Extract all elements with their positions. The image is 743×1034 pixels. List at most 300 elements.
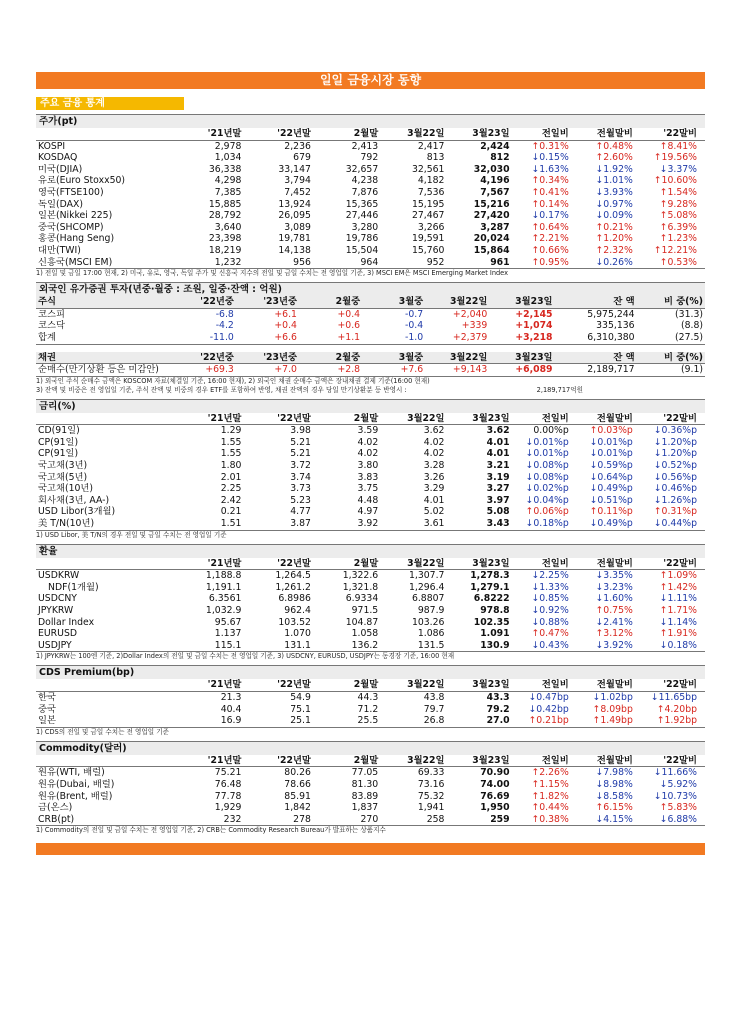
- value-cell: 1,950: [480, 802, 510, 814]
- value-cell: +6.6: [236, 332, 299, 344]
- row-label: USDKRW: [38, 570, 80, 582]
- value-cell: 18,219: [208, 244, 242, 256]
- fx-table: [36, 558, 705, 653]
- change-cell: ↓5.92%: [659, 778, 697, 790]
- value-cell: 812: [490, 152, 510, 164]
- value-cell: 1,034: [214, 152, 242, 164]
- table-row: [36, 222, 705, 234]
- change-cell: ↑0.38%: [512, 814, 577, 826]
- value-cell: 15,365: [345, 198, 379, 210]
- change-cell: ↓0.01%p: [525, 448, 569, 460]
- value-cell: 27,446: [345, 210, 379, 222]
- column-header: 3월22일: [380, 558, 446, 570]
- value-cell: 3.29: [423, 483, 445, 495]
- value-cell: 26,095: [278, 210, 311, 222]
- row-label: JPYKRW: [38, 605, 74, 616]
- value-cell: 79.7: [423, 703, 445, 715]
- change-cell: ↓0.44%p: [641, 518, 705, 530]
- change-cell: ↓1.63%: [531, 163, 569, 175]
- column-header: 잔 액: [555, 296, 637, 308]
- column-header: '21년말: [177, 128, 243, 140]
- page-subtitle: 주요 금융 통계: [36, 97, 184, 110]
- value-cell: 27.0: [446, 715, 511, 727]
- value-cell: +3,218: [489, 332, 554, 344]
- value-cell: 2.25: [220, 483, 242, 495]
- column-header: 비 중(%): [637, 352, 705, 364]
- value-cell: 3.62: [423, 425, 445, 437]
- change-cell: ↑2.32%: [595, 244, 633, 256]
- change-cell: ↑0.21%: [595, 221, 633, 233]
- value-cell: 130.9: [446, 640, 511, 652]
- change-cell: ↓0.01%p: [525, 436, 569, 448]
- change-cell: ↓8.58%: [595, 790, 633, 802]
- value-cell: +2,379: [425, 332, 489, 344]
- value-cell: 14,138: [278, 244, 311, 256]
- table-row: [36, 570, 705, 582]
- value-cell: 1.091: [480, 628, 510, 640]
- change-cell: ↓0.18%: [641, 640, 705, 652]
- value-cell: 5.08: [486, 506, 510, 518]
- change-cell: ↓0.08%p: [525, 460, 569, 472]
- header-blank: [36, 755, 177, 767]
- change-cell: ↓1.20%p: [653, 436, 697, 448]
- table-row: [36, 257, 705, 269]
- value-cell: 956: [243, 257, 313, 269]
- value-cell: 3.87: [243, 518, 313, 530]
- stocks-section: [36, 114, 705, 278]
- value-cell: 1,941: [417, 802, 445, 814]
- value-cell: -0.4: [405, 320, 424, 332]
- change-cell: ↑4.20bp: [656, 703, 697, 715]
- value-cell: 28,792: [208, 210, 242, 222]
- change-cell: ↓0.97%: [595, 198, 633, 210]
- value-cell: 6,310,380: [555, 332, 637, 344]
- column-header: '22말비: [641, 755, 705, 767]
- change-cell: ↓0.59%p: [589, 460, 633, 472]
- value-cell: 43.8: [423, 691, 445, 703]
- table-header-row: [36, 413, 705, 425]
- column-header: '22년말: [243, 558, 313, 570]
- change-cell: ↓2.41%: [595, 616, 633, 628]
- value-cell: 25.5: [313, 715, 380, 727]
- change-cell: ↓11.66%: [653, 767, 697, 779]
- column-header: 주식: [36, 296, 173, 308]
- value-cell: 3.19: [486, 471, 510, 483]
- value-cell: 987.9: [417, 605, 445, 616]
- table-header-row: [36, 679, 705, 691]
- value-cell: 2,189,717: [555, 364, 637, 377]
- table-row: [36, 320, 705, 332]
- change-cell: ↓3.93%: [595, 186, 633, 198]
- table-row: [36, 640, 705, 652]
- value-cell: 952: [380, 257, 446, 269]
- value-cell: 78.66: [284, 778, 311, 790]
- value-cell: 32,657: [345, 163, 379, 175]
- value-cell: 1,296.4: [408, 581, 445, 593]
- value-cell: 961: [446, 257, 511, 269]
- value-cell: 4,298: [214, 175, 242, 187]
- value-cell: 7,452: [284, 186, 311, 198]
- table-row: [36, 199, 705, 211]
- column-header: 전일비: [512, 413, 577, 425]
- column-header: '22년말: [243, 128, 313, 140]
- column-header: 3월23일: [446, 679, 511, 691]
- value-cell: 71.2: [357, 703, 379, 715]
- value-cell: 4.48: [357, 494, 379, 506]
- row-label: Dollar Index: [38, 616, 95, 628]
- value-cell: 5.21: [290, 436, 311, 448]
- column-header: '22말비: [641, 128, 705, 140]
- value-cell: +69.3: [173, 364, 236, 377]
- value-cell: 7,567: [480, 186, 510, 198]
- change-cell: ↑5.08%: [659, 210, 697, 222]
- value-cell: 80.26: [284, 767, 311, 779]
- table-row: [36, 506, 705, 518]
- change-cell: ↑2.26%: [531, 767, 569, 779]
- change-cell: ↓0.15%: [531, 152, 569, 164]
- header-blank: [36, 413, 177, 425]
- change-cell: ↓0.43%: [512, 640, 577, 652]
- value-cell: 3.27: [486, 483, 510, 495]
- row-label: CRB(pt): [36, 814, 177, 826]
- column-header: 전월말비: [577, 755, 641, 767]
- foreign-bond-table: [36, 352, 705, 377]
- value-cell: 73.16: [417, 778, 445, 790]
- value-cell: 77.78: [214, 790, 242, 802]
- value-cell: 679: [293, 152, 311, 164]
- value-cell: +2.8: [299, 364, 362, 377]
- value-cell: 4.02: [423, 436, 445, 448]
- value-cell: 115.1: [177, 640, 243, 652]
- value-cell: 1.51: [177, 518, 243, 530]
- column-header: '22년말: [243, 755, 313, 767]
- value-cell: -4.2: [215, 320, 234, 332]
- value-cell: 1,837: [351, 802, 379, 814]
- value-cell: -1.0: [362, 332, 425, 344]
- change-cell: ↓0.88%: [531, 616, 569, 628]
- value-cell: 5.02: [423, 506, 445, 518]
- value-cell: 15,195: [411, 198, 445, 210]
- value-cell: 1.55: [220, 448, 242, 460]
- change-cell: ↓1.14%: [659, 616, 697, 628]
- change-cell: ↓0.36%p: [653, 425, 697, 437]
- row-label: CD(91일): [38, 425, 80, 437]
- change-cell: ↓0.01%p: [589, 448, 633, 460]
- change-cell: ↑0.47%: [531, 628, 569, 640]
- value-cell: 16.9: [177, 715, 243, 727]
- commodity-section: [36, 741, 705, 836]
- change-cell: ↓0.56%p: [653, 471, 697, 483]
- change-cell: ↑1.82%: [531, 790, 569, 802]
- value-cell: 76.48: [214, 778, 242, 790]
- change-cell: ↓0.01%p: [589, 436, 633, 448]
- row-label: 한국: [38, 691, 56, 703]
- change-cell: ↑19.56%: [653, 152, 697, 164]
- change-cell: ↑2.21%: [531, 233, 569, 245]
- table-row: [36, 715, 705, 727]
- value-cell: 2.01: [220, 471, 242, 483]
- value-cell: 15,504: [345, 244, 379, 256]
- change-cell: ↓1.20%p: [653, 448, 697, 460]
- change-cell: ↓0.18%p: [512, 518, 577, 530]
- table-row: [36, 518, 705, 530]
- change-cell: ↓0.04%p: [525, 494, 569, 506]
- change-cell: ↑0.31%p: [653, 506, 697, 518]
- value-cell: 1.29: [220, 425, 242, 437]
- change-cell: ↓6.88%: [641, 814, 705, 826]
- value-cell: -6.8: [215, 308, 234, 320]
- change-cell: ↓0.42bp: [528, 703, 569, 715]
- value-cell: 33,147: [278, 163, 311, 175]
- value-cell: 1.55: [220, 436, 242, 448]
- value-cell: 1,261.2: [275, 581, 311, 593]
- foreign-note-value: 2,189,717억원: [536, 385, 583, 394]
- change-cell: ↑6.15%: [595, 802, 633, 814]
- row-label: 미국(DJIA): [38, 163, 83, 175]
- table-row: [36, 210, 705, 222]
- value-cell: 962.4: [284, 605, 311, 616]
- change-cell: ↓1.60%: [595, 593, 633, 605]
- value-cell: 4,182: [417, 175, 445, 187]
- column-header: '23년중: [236, 352, 299, 364]
- value-cell: 131.1: [243, 640, 313, 652]
- change-cell: ↓1.26%p: [653, 494, 697, 506]
- value-cell: 3.72: [290, 460, 311, 472]
- value-cell: +2,040: [452, 308, 488, 320]
- change-cell: ↑0.41%: [531, 186, 569, 198]
- row-label: 중국(SHCOMP): [38, 221, 104, 233]
- change-cell: ↓0.49%p: [577, 518, 641, 530]
- change-cell: ↑5.83%: [659, 802, 697, 814]
- table-row: [36, 767, 705, 779]
- change-cell: ↑0.21bp: [512, 715, 577, 727]
- row-label: EURUSD: [38, 628, 78, 640]
- value-cell: 103.52: [278, 616, 311, 628]
- table-row: [36, 187, 705, 199]
- stocks-section-title: 주가(pt): [36, 114, 705, 128]
- value-cell: 32,030: [473, 163, 510, 175]
- value-cell: -0.7: [405, 308, 424, 320]
- change-cell: ↑8.41%: [659, 140, 697, 152]
- table-row: [36, 460, 705, 472]
- value-cell: +6.1: [274, 308, 297, 320]
- header-blank: [36, 679, 177, 691]
- value-cell: 259: [446, 814, 511, 826]
- value-cell: 13,924: [278, 198, 311, 210]
- table-row: [36, 582, 705, 594]
- value-cell: 44.3: [357, 691, 379, 703]
- column-header: '22말비: [641, 679, 705, 691]
- value-cell: 23,398: [208, 233, 242, 245]
- change-cell: ↑0.34%: [531, 175, 569, 187]
- value-cell: 83.89: [351, 790, 379, 802]
- value-cell: 3,287: [480, 221, 510, 233]
- row-label: 국고채(5년): [38, 471, 88, 483]
- value-cell: 232: [177, 814, 243, 826]
- change-cell: ↑1.91%: [659, 628, 697, 640]
- column-header: 전일비: [512, 128, 577, 140]
- value-cell: 1,278.3: [470, 570, 510, 582]
- value-cell: 1.80: [220, 460, 242, 472]
- value-cell: 4.97: [357, 506, 379, 518]
- row-label: KOSPI: [38, 140, 66, 152]
- value-cell: 26.8: [380, 715, 446, 727]
- change-cell: ↓0.51%p: [589, 494, 633, 506]
- column-header: '23년중: [236, 296, 299, 308]
- row-label: 홍콩(Hang Seng): [38, 233, 115, 245]
- value-cell: 1,307.7: [408, 570, 445, 582]
- value-cell: 270: [313, 814, 380, 826]
- column-header: '22말비: [641, 413, 705, 425]
- column-header: 2월중: [299, 296, 362, 308]
- change-cell: ↑1.49bp: [577, 715, 641, 727]
- value-cell: 4.01: [423, 494, 445, 506]
- value-cell: 6.8807: [411, 593, 445, 605]
- change-cell: ↑8.09bp: [592, 703, 633, 715]
- row-label: KOSDAQ: [38, 152, 78, 164]
- value-cell: 3,640: [214, 221, 242, 233]
- value-cell: 3.43: [446, 518, 511, 530]
- column-header: 3월22일: [380, 413, 446, 425]
- value-cell: 5,975,244: [587, 308, 635, 320]
- change-cell: ↑2.60%: [595, 152, 633, 164]
- value-cell: 104.87: [345, 616, 379, 628]
- column-header: 전월말비: [577, 413, 641, 425]
- page-title: 일일 금융시장 동향: [36, 72, 705, 89]
- value-cell: 0.21: [220, 506, 242, 518]
- value-cell: 4,238: [351, 175, 379, 187]
- table-row: [36, 593, 705, 605]
- header-blank: [36, 128, 177, 140]
- column-header: 3월23일: [489, 296, 554, 308]
- value-cell: 75.21: [214, 767, 242, 779]
- change-cell: ↓1.11%: [659, 593, 697, 605]
- column-header: 전월말비: [577, 128, 641, 140]
- value-cell: 1.058: [351, 628, 379, 640]
- table-row: [36, 364, 705, 377]
- value-cell: 32,561: [411, 163, 445, 175]
- row-label: 금(온스): [38, 802, 73, 814]
- change-cell: ↓0.92%: [531, 605, 569, 616]
- table-row: [36, 605, 705, 617]
- value-cell: 7,876: [351, 186, 379, 198]
- value-cell: 25.1: [243, 715, 313, 727]
- value-cell: 43.3: [486, 691, 510, 703]
- cds-section-title: CDS Premium(bp): [36, 665, 705, 679]
- change-cell: ↓3.92%: [577, 640, 641, 652]
- foreign-section-title: 외국인 유가증권 투자(년중·월중 : 조원, 일중·잔액 : 억원): [36, 282, 705, 296]
- change-cell: ↑9.28%: [659, 198, 697, 210]
- value-cell: 971.5: [351, 605, 379, 616]
- value-cell: 85.91: [284, 790, 311, 802]
- value-cell: 7,385: [214, 186, 242, 198]
- column-header: '21년말: [177, 679, 243, 691]
- value-cell: +9,143: [425, 364, 489, 377]
- value-cell: 54.9: [290, 691, 311, 703]
- value-cell: 3.97: [486, 494, 510, 506]
- commodity-note: 1) Commodity의 전일 및 금일 수치는 전 영업일 기준, 2) CRB는 Commodity Research Bureau가 발표하는 상품지수: [36, 826, 386, 835]
- value-cell: 1,188.8: [205, 570, 242, 582]
- column-header: 비 중(%): [637, 296, 705, 308]
- row-label: NDF(1개월): [48, 581, 99, 593]
- value-cell: 1,191.1: [205, 581, 242, 593]
- change-cell: ↓0.64%p: [589, 471, 633, 483]
- value-cell: +7.6: [362, 364, 425, 377]
- table-row: [36, 617, 705, 629]
- change-cell: ↑1.42%: [659, 581, 697, 593]
- value-cell: 19,786: [345, 233, 379, 245]
- change-cell: ↑1.15%: [531, 778, 569, 790]
- commodity-table: [36, 755, 705, 827]
- change-cell: ↑0.48%: [595, 140, 633, 152]
- value-cell: 20,024: [473, 233, 510, 245]
- value-cell: 75.32: [417, 790, 445, 802]
- value-cell: 2,417: [417, 140, 445, 152]
- table-header-row: [36, 296, 705, 308]
- change-cell: ↓1.02bp: [592, 691, 633, 703]
- table-row: [36, 437, 705, 449]
- value-cell: 3.28: [423, 460, 445, 472]
- row-label: 원유(Brent, 배럴): [38, 790, 113, 802]
- value-cell: 2.42: [220, 494, 242, 506]
- change-cell: ↑0.11%p: [589, 506, 633, 518]
- change-cell: ↑1.23%: [659, 233, 697, 245]
- fx-section-title: 환율: [36, 544, 705, 558]
- column-header: 3월23일: [489, 352, 554, 364]
- value-cell: 3.80: [357, 460, 379, 472]
- column-header: 2월말: [313, 128, 380, 140]
- fx-section: [36, 544, 705, 662]
- rates-note: 1) USD Libor, 美 T/N의 경우 전일 및 금일 수치는 전 영업일 기준: [36, 530, 227, 539]
- value-cell: +0.4: [274, 320, 297, 332]
- table-row: [36, 472, 705, 484]
- column-header: '22년중: [173, 296, 236, 308]
- value-cell: 15,760: [411, 244, 445, 256]
- column-header: '21년말: [177, 413, 243, 425]
- column-header: 3월23일: [446, 558, 511, 570]
- value-cell: 4.01: [486, 448, 510, 460]
- value-cell: 3,089: [284, 221, 311, 233]
- change-cell: ↑0.53%: [641, 257, 705, 269]
- value-cell: 3.92: [313, 518, 380, 530]
- table-row: [36, 495, 705, 507]
- value-cell: 335,136: [596, 320, 635, 332]
- row-label: 코스닥: [38, 320, 65, 332]
- change-cell: ↑1.71%: [659, 605, 697, 616]
- table-header-row: [36, 352, 705, 364]
- change-cell: 0.00%p: [533, 425, 569, 437]
- value-cell: 6.9334: [345, 593, 379, 605]
- row-label: 일본(Nikkei 225): [38, 210, 113, 222]
- table-row: [36, 425, 705, 437]
- value-cell: 4.77: [290, 506, 311, 518]
- table-row: [36, 814, 705, 826]
- value-cell: -11.0: [173, 332, 236, 344]
- value-cell: 131.5: [380, 640, 446, 652]
- table-row: [36, 164, 705, 176]
- column-header: 3월22일: [380, 128, 446, 140]
- value-cell: 15,864: [473, 244, 510, 256]
- row-label: 코스피: [38, 308, 65, 320]
- change-cell: ↑0.95%: [512, 257, 577, 269]
- change-cell: ↑1.54%: [659, 186, 697, 198]
- value-cell: 1.070: [284, 628, 311, 640]
- value-cell: 3.62: [486, 425, 510, 437]
- table-row: [36, 791, 705, 803]
- column-header: '22년말: [243, 413, 313, 425]
- value-cell: 4.02: [357, 436, 379, 448]
- value-cell: 74.00: [480, 778, 510, 790]
